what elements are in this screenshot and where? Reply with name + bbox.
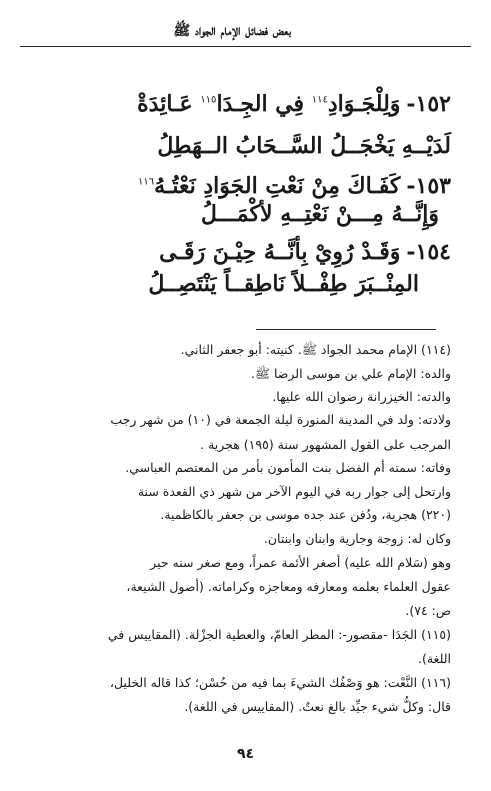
footnote-line: (١١٤) الإمام محمد الجواد ﷺ. كنيته: أبو جعفر الثاني. xyxy=(180,342,451,357)
footnote-line: وفاته: سمته أم الفضل بنت المأمون بأمر من المعتصم العباسي. xyxy=(125,460,451,475)
verse-text: كَفَـاكَ مِنْ نَعْتِ الجَوَادِ نَعْتُـهُ xyxy=(154,173,401,199)
running-title: بعض فضائل الإمام الجواد ﷺ xyxy=(173,23,291,39)
verse-text: المِنْــبَرَ طِفْــلاً نَاطِقــاً يَنْتَصِــلُ xyxy=(148,271,419,297)
footnote-line: والدته: الخيزرانة رضوان الله عليها. xyxy=(272,389,451,404)
verse-number: ١٥٣- xyxy=(406,173,451,199)
footnote-line: ولادته: ولد في المدينة المنورة ليلة الجمعة في (١٠) من شهر رجب xyxy=(110,412,451,427)
verse-text: وَلِلْجَـوَادِ xyxy=(327,91,401,117)
verse-number: ١٥٤- xyxy=(406,239,451,265)
footnote-ref: ١١٥ xyxy=(200,94,217,106)
page-number: ٩٤ xyxy=(236,746,255,762)
footnote-line: ص: ٧٤). xyxy=(405,603,451,618)
footnote-ref: ١١٤ xyxy=(311,94,328,106)
verse-text: لَدَيْــهِ يَخْجَــلُ السَّــحَابُ الــهَطِلُ xyxy=(157,133,451,159)
footnote-ref: ١١٦ xyxy=(137,176,155,188)
verse-text: وَقَـدْ رُوِيْ بِأنَّــهُ حِيْـنَ رَقَـى xyxy=(159,239,401,265)
footnote-line: اللغة). xyxy=(417,651,451,666)
footnote-line: وارتحل إلى جوار ربه في اليوم الآخر من شهر ذي القعدة سنة xyxy=(137,484,451,499)
verse-number: ١٥٢- xyxy=(406,91,451,117)
footnote-line: (٢٢٠) هجرية، ودُفن عند جده موسى بن جعفر بالكاظمية. xyxy=(160,507,451,522)
footnote-line: وكان له: زوجة وجارية وابنان وابنتان. xyxy=(263,531,451,546)
verse-text: عَـائِدَةْ xyxy=(137,91,193,117)
footnote-line: (١١٦) النَّعْت: هو وَصْفُك الشيءَ بما فيه من حُسْن؛ كذا قاله الخليل، xyxy=(109,675,451,690)
verse-text: وَإِنَّــهُ مِـــنْ نَعْتِــهِ لأكْمَـــلُ xyxy=(200,201,439,227)
footnote-line: والده: الإمام علي بن موسى الرضا ﷺ. xyxy=(250,366,451,381)
footnote-line: المرجب على القول المشهور سنة (١٩٥) هجرية . xyxy=(200,437,451,452)
footnote-line: عقول العلماء بعلمه ومعارفه ومعاجزه وكراماته. (أصول الشيعة، xyxy=(126,579,451,594)
footnote-line: (١١٥) الجَدَا -مقصور-: المطر العامّ، والعطية الجزْلة. (المقاييس في xyxy=(107,627,451,642)
verse-text: فِي الجِـدَا xyxy=(216,91,305,117)
footnote-line: وهو (سَلام الله عليه) أصغر الأئمة عمراً، ومع صغر سنه حير xyxy=(150,555,451,570)
footnote-line: قال: وكلُّ شيء جيِّد بالغ نعتٌ. (المقاييس في اللغة). xyxy=(184,699,451,714)
